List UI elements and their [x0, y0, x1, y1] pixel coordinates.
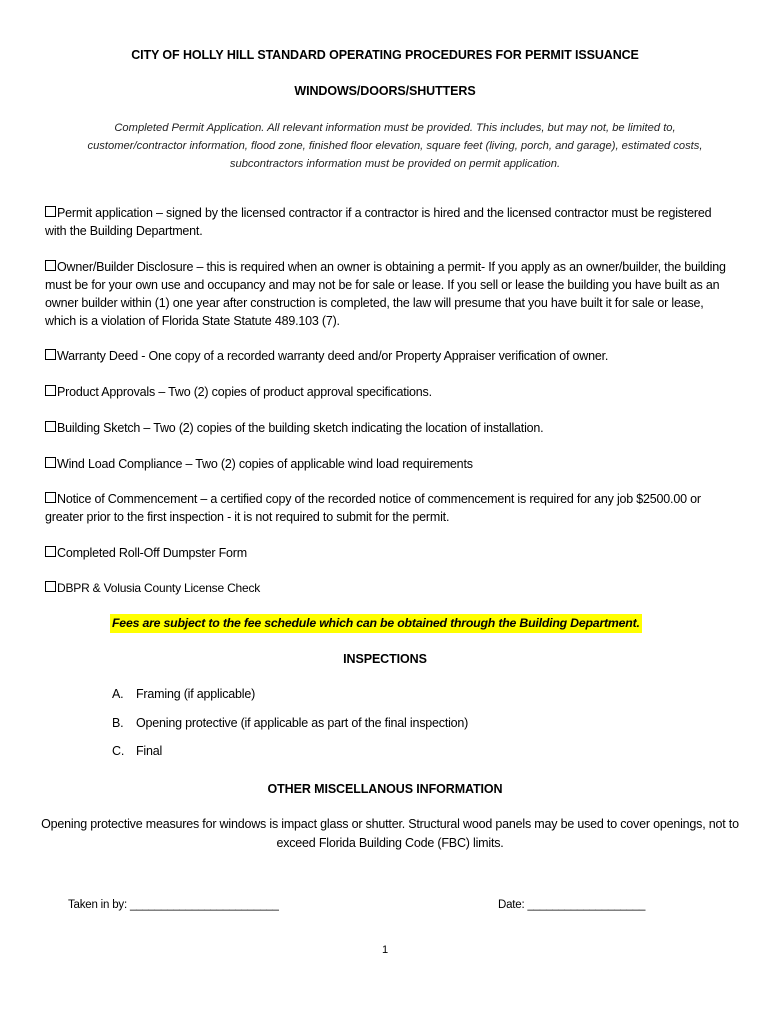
checklist-item-building-sketch: Building Sketch – Two (2) copies of the building sketch indicating the location of installation. — [45, 419, 735, 437]
checkbox-icon[interactable] — [45, 581, 56, 592]
checkbox-icon[interactable] — [45, 421, 56, 432]
page-subtitle: WINDOWS/DOORS/SHUTTERS — [294, 84, 476, 98]
checklist-item-warranty-deed: Warranty Deed - One copy of a recorded warranty deed and/or Property Appraiser verification of owner. — [45, 347, 735, 365]
checkbox-icon[interactable] — [45, 492, 56, 503]
misc-heading: OTHER MISCELLANOUS INFORMATION — [267, 782, 503, 796]
page-number: 1 — [381, 944, 389, 956]
checklist-item-notice-of-commencement: Notice of Commencement – a certified copy of the recorded notice of commencement is required for any job $2500.00 or greater prior to the first inspection - it is not required to submit for the permit. — [45, 492, 701, 524]
inspection-item: A. Framing (if applicable) — [112, 687, 256, 701]
taken-in-by-field[interactable]: Taken in by: ________________________ — [68, 899, 279, 911]
date-field[interactable]: Date: ___________________ — [498, 899, 646, 911]
checkbox-icon[interactable] — [45, 206, 56, 217]
inspections-heading: INSPECTIONS — [343, 652, 427, 666]
checkbox-icon[interactable] — [45, 349, 56, 360]
checkbox-icon[interactable] — [45, 546, 56, 557]
checklist-item-dumpster-form: Completed Roll-Off Dumpster Form — [45, 544, 735, 562]
checkbox-icon[interactable] — [45, 260, 56, 271]
checklist-item-owner-builder: Owner/Builder Disclosure – this is required when an owner is obtaining a permit- If you apply as an owner/builder, the building must be for your own use and occupancy and may not be for sale or lease. If you sell or lease the building you have built as an owner builder within (1) one year after construction is completed, the law will presume that you have built it for sale or lease, which is a violation of Florida State Statute 489.103 (7). — [45, 260, 726, 328]
intro-paragraph: Completed Permit Application. All relevant information must be provided. This includes, but may not, be limited to, customer/contractor information, flood zone, finished floor elevation, square feet (living, porch, and garage), estimated costs, subcontractors information must be provided on permit application. — [87, 122, 703, 170]
checklist-item-license-check: DBPR & Volusia County License Check — [45, 579, 735, 597]
inspection-item: B. Opening protective (if applicable as part of the final inspection) — [112, 716, 469, 730]
checklist-item-wind-load: Wind Load Compliance – Two (2) copies of applicable wind load requirements — [45, 455, 735, 473]
inspection-item: C. Final — [112, 744, 163, 758]
checklist-item-permit-application: Permit application – signed by the licensed contractor if a contractor is hired and the licensed contractor must be registered with the Building Department. — [45, 206, 712, 238]
checkbox-icon[interactable] — [45, 457, 56, 468]
misc-paragraph: Opening protective measures for windows is impact glass or shutter. Structural wood panels may be used to cover openings, not to exceed Florida Building Code (FBC) limits. — [41, 817, 739, 850]
fees-note: Fees are subject to the fee schedule which can be obtained through the Building Department. — [110, 614, 642, 633]
checklist-item-product-approvals: Product Approvals – Two (2) copies of product approval specifications. — [45, 383, 735, 401]
checkbox-icon[interactable] — [45, 385, 56, 396]
page-title: CITY OF HOLLY HILL STANDARD OPERATING PROCEDURES FOR PERMIT ISSUANCE — [131, 48, 639, 62]
